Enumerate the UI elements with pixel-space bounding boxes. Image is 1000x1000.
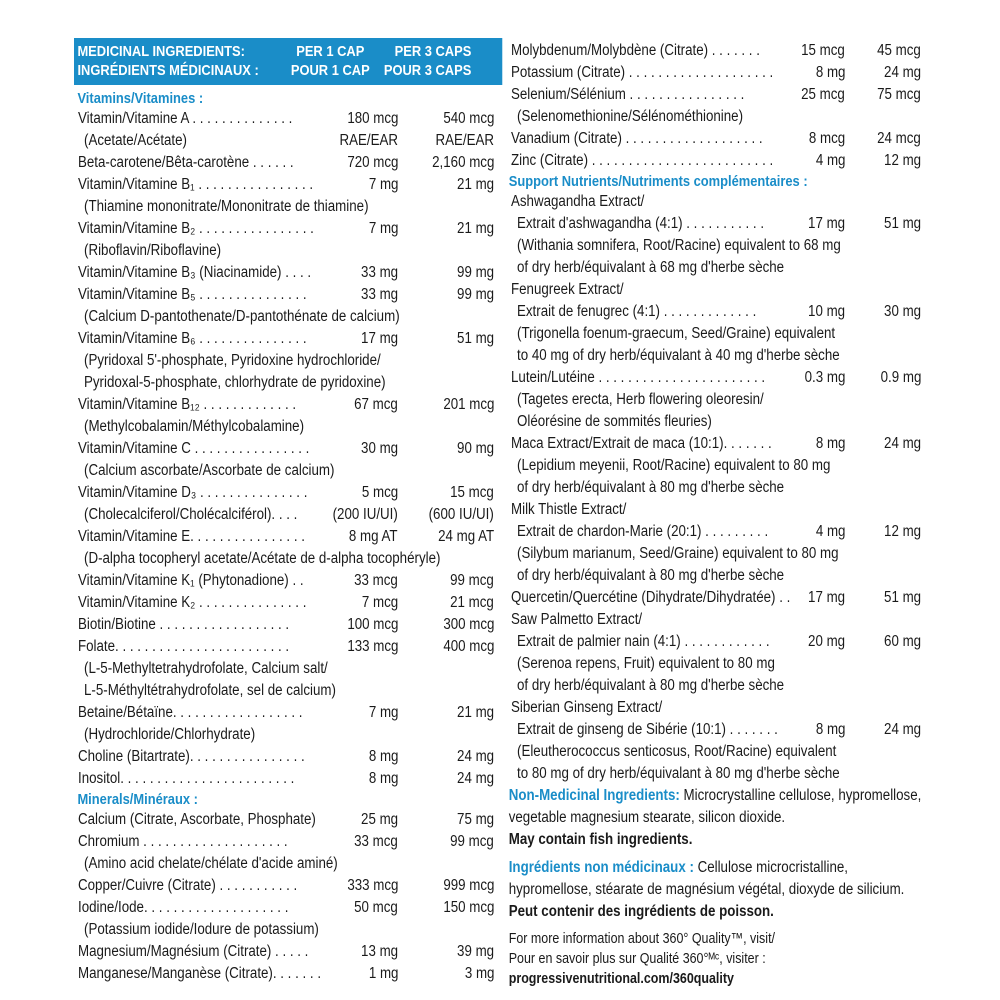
amount-per-3-caps: 24 mcg xyxy=(877,130,921,147)
ingredient-row xyxy=(74,724,498,746)
ingredient-row xyxy=(74,919,498,941)
ingredient-row xyxy=(507,719,925,741)
ingredient-row xyxy=(74,306,498,328)
ingredient-row xyxy=(507,499,925,521)
ingredient-name: Vitamin/Vitamine C . . . . . . . . . . . . . . . . xyxy=(78,440,310,457)
amount-per-1-cap: 7 mcg xyxy=(361,594,398,611)
ingredient-name: (Cholecalciferol/Cholécalciférol). . . . xyxy=(84,506,298,523)
ingredient-name: Ashwagandha Extract/ xyxy=(511,193,645,210)
amount-per-1-cap: 1 mg xyxy=(368,965,398,982)
ingredient-row xyxy=(507,697,925,719)
amount-per-3-caps: 12 mg xyxy=(883,152,921,169)
ingredient-row xyxy=(507,741,925,763)
amount-per-1-cap: 25 mcg xyxy=(801,86,845,103)
ingredient-name: (Thiamine mononitrate/Mononitrate de thiamine) xyxy=(84,198,369,215)
ingredient-name: (L-5-Methyltetrahydrofolate, Calcium salt/ xyxy=(84,660,328,677)
ingredient-row xyxy=(74,438,498,460)
amount-per-1-cap: 8 mg xyxy=(815,435,845,452)
amount-per-1-cap: 0.3 mg xyxy=(804,369,845,386)
ingredient-row xyxy=(507,323,925,345)
header-per-3-caps-fr: POUR 3 CAPS xyxy=(383,62,472,79)
ingredient-name: Lutein/Lutéine . . . . . . . . . . . . . . . . . . . . . . . xyxy=(511,369,766,386)
amount-per-3-caps: 24 mg xyxy=(456,748,494,765)
amount-per-1-cap: 67 mcg xyxy=(354,396,398,413)
amount-per-3-caps: (600 IU/UI) xyxy=(428,506,494,523)
amount-per-3-caps: 75 mg xyxy=(456,811,494,828)
header-label-fr: INGRÉDIENTS MÉDICINAUX : xyxy=(77,62,259,79)
ingredient-row xyxy=(507,609,925,631)
non-medicinal-fr xyxy=(507,857,930,923)
ingredient-row xyxy=(74,130,498,152)
ingredient-row xyxy=(507,631,925,653)
ingredient-row xyxy=(507,587,925,609)
amount-per-3-caps: 150 mcg xyxy=(442,899,494,916)
ingredient-row xyxy=(74,526,498,548)
medicinal-ingredients-header xyxy=(74,38,502,85)
ingredient-row xyxy=(507,213,925,235)
ingredient-row xyxy=(74,702,498,724)
amount-per-3-caps: 60 mg xyxy=(883,633,921,650)
amount-per-1-cap: 8 mg xyxy=(815,721,845,738)
header-per-1-cap-en: PER 1 CAP xyxy=(296,43,365,60)
amount-per-1-cap: 180 mcg xyxy=(346,110,398,127)
non-medicinal-en xyxy=(507,785,930,851)
ingredient-name: (Methylcobalamin/Méthylcobalamine) xyxy=(84,418,305,435)
amount-per-1-cap: 133 mcg xyxy=(346,638,398,655)
amount-per-1-cap: 8 mg xyxy=(368,748,398,765)
ingredient-name: Chromium . . . . . . . . . . . . . . . . . . . . xyxy=(78,833,288,850)
ingredient-name: (Pyridoxal 5'-phosphate, Pyridoxine hydrochloride/ xyxy=(84,352,381,369)
ingredient-name: Copper/Cuivre (Citrate) . . . . . . . . . . . xyxy=(78,877,298,894)
ingredient-name: Vitamin/Vitamine D₃ . . . . . . . . . . . . . . . xyxy=(78,484,308,501)
quality-url-link[interactable]: progressivenutritional.com/360quality xyxy=(508,971,734,987)
ingredient-row xyxy=(507,345,925,367)
ingredient-row xyxy=(74,592,498,614)
amount-per-3-caps: 45 mcg xyxy=(877,42,921,59)
ingredient-name: (Acetate/Acétate) xyxy=(84,132,187,149)
ingredient-row xyxy=(507,433,925,455)
ingredient-name: Betaine/Bétaïne. . . . . . . . . . . . . . . . . . xyxy=(78,704,303,721)
ingredient-name: Calcium (Citrate, Ascorbate, Phosphate) xyxy=(78,811,316,828)
ingredient-name: (Tagetes erecta, Herb flowering oleoresin/ xyxy=(517,391,764,408)
minerals-list xyxy=(74,809,498,985)
ingredient-row xyxy=(74,240,498,262)
ingredient-name: Siberian Ginseng Extract/ xyxy=(511,699,663,716)
ingredient-row xyxy=(74,482,498,504)
amount-per-3-caps: 21 mcg xyxy=(450,594,494,611)
amount-per-3-caps: 21 mg xyxy=(456,220,494,237)
ingredient-name: (Trigonella foenum-graecum, Seed/Graine) equivalent xyxy=(517,325,836,342)
ingredient-row xyxy=(507,543,925,565)
amount-per-1-cap: 33 mcg xyxy=(354,833,398,850)
ingredient-name: Extrait de fenugrec (4:1) . . . . . . . . . . . . . xyxy=(517,303,757,320)
amount-per-3-caps: 90 mg xyxy=(456,440,494,457)
amount-per-3-caps: 12 mg xyxy=(883,523,921,540)
ingredient-name: Vanadium (Citrate) . . . . . . . . . . . . . . . . . . . xyxy=(511,130,763,147)
ingredient-row xyxy=(74,746,498,768)
amount-per-1-cap: 17 mg xyxy=(807,215,845,232)
ingredient-row xyxy=(74,809,498,831)
ingredient-row xyxy=(74,284,498,306)
ingredient-name: of dry herb/équivalant à 68 mg d'herbe sèche xyxy=(517,259,785,276)
amount-per-3-caps: 39 mg xyxy=(456,943,494,960)
ingredient-row xyxy=(507,389,925,411)
ingredient-row xyxy=(507,128,925,150)
amount-per-1-cap: 20 mg xyxy=(807,633,845,650)
ingredient-name: Beta-carotene/Bêta-carotène . . . . . . xyxy=(78,154,294,171)
ingredient-name: Molybdenum/Molybdène (Citrate) . . . . . . . xyxy=(511,42,760,59)
header-per-3-caps-en: PER 3 CAPS xyxy=(394,43,472,60)
ingredient-name: Fenugreek Extract/ xyxy=(511,281,624,298)
ingredient-name: Manganese/Manganèse (Citrate). . . . . . . xyxy=(78,965,322,982)
ingredient-row xyxy=(74,196,498,218)
amount-per-3-caps: 99 mg xyxy=(456,286,494,303)
amount-per-1-cap: 30 mg xyxy=(360,440,398,457)
amount-per-1-cap: 7 mg xyxy=(368,176,398,193)
ingredient-row xyxy=(507,653,925,675)
ingredient-row xyxy=(507,477,925,499)
amount-per-3-caps: 75 mcg xyxy=(877,86,921,103)
ingredient-row xyxy=(507,301,925,323)
amount-per-3-caps: 300 mcg xyxy=(442,616,494,633)
ingredient-name: Zinc (Citrate) . . . . . . . . . . . . . . . . . . . . . . . . . xyxy=(511,152,774,169)
ingredient-name: (Amino acid chelate/chélate d'acide aminé) xyxy=(84,855,338,872)
amount-per-1-cap: 15 mcg xyxy=(801,42,845,59)
amount-per-1-cap: 7 mg xyxy=(368,220,398,237)
ingredient-name: Vitamin/Vitamine B₂ . . . . . . . . . . . . . . . . xyxy=(78,220,314,237)
amount-per-1-cap: 333 mcg xyxy=(346,877,398,894)
ingredient-row xyxy=(74,614,498,636)
ingredient-name: (Withania somnifera, Root/Racine) equivalent to 68 mg xyxy=(517,237,841,254)
right-column xyxy=(507,38,925,989)
ingredient-name: Extrait d'ashwagandha (4:1) . . . . . . . . . . . xyxy=(517,215,765,232)
ingredient-name: Vitamin/Vitamine K₂ . . . . . . . . . . . . . . . xyxy=(78,594,307,611)
ingredient-name: (Potassium iodide/Iodure de potassium) xyxy=(84,921,319,938)
ingredient-row xyxy=(74,548,498,570)
amount-per-1-cap: 100 mcg xyxy=(346,616,398,633)
amount-per-3-caps: RAE/EAR xyxy=(435,132,494,149)
non-medicinal-label-fr: Ingrédients non médicinaux : xyxy=(508,859,694,876)
amount-per-3-caps: 30 mg xyxy=(883,303,921,320)
ingredient-name: to 80 mg of dry herb/équivalant à 80 mg d'herbe sèche xyxy=(517,765,840,782)
amount-per-3-caps: 400 mcg xyxy=(442,638,494,655)
amount-per-3-caps: 15 mcg xyxy=(450,484,494,501)
amount-per-1-cap: 4 mg xyxy=(815,152,845,169)
ingredient-name: Folate. . . . . . . . . . . . . . . . . . . . . . . . xyxy=(78,638,290,655)
amount-per-1-cap: 10 mg xyxy=(807,303,845,320)
quality-info-fr: Pour en savoir plus sur Qualité 360°ᴹᶜ, visiter : xyxy=(508,951,766,967)
ingredient-name: Quercetin/Quercétine (Dihydrate/Dihydratée) . . xyxy=(511,589,791,606)
ingredient-row xyxy=(74,853,498,875)
amount-per-1-cap: 8 mg AT xyxy=(349,528,398,545)
amount-per-3-caps: 24 mg AT xyxy=(437,528,494,545)
ingredient-name: Biotin/Biotine . . . . . . . . . . . . . . . . . . xyxy=(78,616,290,633)
amount-per-1-cap: 50 mcg xyxy=(354,899,398,916)
header-per-1-cap-fr: POUR 1 CAP xyxy=(290,62,370,79)
amount-per-3-caps: 540 mcg xyxy=(442,110,494,127)
amount-per-1-cap: 720 mcg xyxy=(346,154,398,171)
ingredient-name: (D-alpha tocopheryl acetate/Acétate de d-alpha tocophéryle) xyxy=(84,550,441,567)
minerals-heading: Minerals/Minéraux : xyxy=(77,791,198,808)
amount-per-3-caps: 24 mg xyxy=(456,770,494,787)
amount-per-3-caps: 99 mcg xyxy=(450,833,494,850)
ingredient-row xyxy=(507,521,925,543)
amount-per-3-caps: 21 mg xyxy=(456,704,494,721)
amount-per-3-caps: 999 mcg xyxy=(442,877,494,894)
ingredient-row xyxy=(507,455,925,477)
ingredient-name: (Selenomethionine/Sélénométhionine) xyxy=(517,108,744,125)
ingredient-row xyxy=(74,460,498,482)
ingredient-name: of dry herb/équivalant à 80 mg d'herbe sèche xyxy=(517,567,785,584)
amount-per-3-caps: 51 mg xyxy=(883,215,921,232)
ingredient-row xyxy=(507,84,925,106)
amount-per-1-cap: 33 mg xyxy=(360,264,398,281)
quality-info xyxy=(507,929,930,989)
vitamins-heading: Vitamins/Vitamines : xyxy=(77,90,204,107)
ingredient-name: Extrait de ginseng de Sibérie (10:1) . . . . . . . xyxy=(517,721,778,738)
ingredient-name: (Silybum marianum, Seed/Graine) equivalent to 80 mg xyxy=(517,545,839,562)
amount-per-1-cap: 8 mg xyxy=(815,64,845,81)
amount-per-1-cap: 5 mcg xyxy=(361,484,398,501)
amount-per-3-caps: 21 mg xyxy=(456,176,494,193)
ingredient-row xyxy=(74,897,498,919)
ingredient-row xyxy=(74,680,498,702)
amount-per-1-cap: (200 IU/UI) xyxy=(332,506,398,523)
ingredient-name: Vitamin/Vitamine B₃ (Niacinamide) . . . . xyxy=(78,264,312,281)
ingredient-name: Vitamin/Vitamine A . . . . . . . . . . . . . . xyxy=(78,110,293,127)
support-nutrients-heading: Support Nutrients/Nutriments complémentaires : xyxy=(508,173,808,190)
ingredient-row xyxy=(507,367,925,389)
ingredient-row xyxy=(74,963,498,985)
amount-per-1-cap: 33 mg xyxy=(360,286,398,303)
allergen-warning-en: May contain fish ingredients. xyxy=(508,831,693,848)
ingredient-row xyxy=(507,191,925,213)
ingredient-row xyxy=(74,394,498,416)
ingredient-name: Extrait de palmier nain (4:1) . . . . . . . . . . . . xyxy=(517,633,770,650)
amount-per-1-cap: 33 mcg xyxy=(354,572,398,589)
ingredient-name: L-5-Méthyltétrahydrofolate, sel de calcium) xyxy=(84,682,336,699)
amount-per-3-caps: 2,160 mcg xyxy=(431,154,494,171)
ingredient-name: (Riboflavin/Riboflavine) xyxy=(84,242,222,259)
ingredient-row xyxy=(507,106,925,128)
ingredient-name: (Calcium ascorbate/Ascorbate de calcium) xyxy=(84,462,335,479)
ingredient-name: (Serenoa repens, Fruit) equivalent to 80 mg xyxy=(517,655,775,672)
amount-per-1-cap: 17 mg xyxy=(360,330,398,347)
ingredient-row xyxy=(74,831,498,853)
ingredient-name: Oléorésine de sommités fleuries) xyxy=(517,413,712,430)
amount-per-3-caps: 99 mg xyxy=(456,264,494,281)
ingredient-row xyxy=(74,262,498,284)
ingredient-row xyxy=(74,108,498,130)
ingredient-row xyxy=(74,350,498,372)
ingredient-name: Vitamin/Vitamine B₅ . . . . . . . . . . . . . . . xyxy=(78,286,307,303)
ingredient-name: of dry herb/équivalant à 80 mg d'herbe sèche xyxy=(517,677,785,694)
ingredient-name: (Hydrochloride/Chlorhydrate) xyxy=(84,726,256,743)
ingredient-name: Inositol. . . . . . . . . . . . . . . . . . . . . . . . xyxy=(78,770,295,787)
amount-per-3-caps: 99 mcg xyxy=(450,572,494,589)
amount-per-3-caps: 0.9 mg xyxy=(880,369,921,386)
ingredient-name: Vitamin/Vitamine B₁ . . . . . . . . . . . . . . . . xyxy=(78,176,314,193)
support-nutrients-list xyxy=(507,191,925,785)
quality-info-en: For more information about 360° Quality™, visit/ xyxy=(508,931,775,947)
ingredient-name: Vitamin/Vitamine E. . . . . . . . . . . . . . . . xyxy=(78,528,305,545)
ingredient-row xyxy=(74,570,498,592)
ingredient-row xyxy=(74,768,498,790)
ingredient-name: (Calcium D-pantothenate/D-pantothénate de calcium) xyxy=(84,308,400,325)
ingredient-row xyxy=(74,504,498,526)
ingredient-name: Milk Thistle Extract/ xyxy=(511,501,627,518)
amount-per-1-cap: RAE/EAR xyxy=(339,132,398,149)
amount-per-3-caps: 24 mg xyxy=(883,435,921,452)
amount-per-3-caps: 24 mg xyxy=(883,721,921,738)
ingredient-row xyxy=(507,150,925,172)
amount-per-1-cap: 8 mcg xyxy=(808,130,845,147)
ingredient-row xyxy=(507,40,925,62)
allergen-warning-fr: Peut contenir des ingrédients de poisson. xyxy=(508,903,774,920)
ingredient-name: Vitamin/Vitamine K₁ (Phytonadione) . . xyxy=(78,572,304,589)
ingredient-name: Magnesium/Magnésium (Citrate) . . . . . xyxy=(78,943,309,960)
ingredient-row xyxy=(74,152,498,174)
amount-per-3-caps: 51 mg xyxy=(883,589,921,606)
ingredient-name: Vitamin/Vitamine B₆ . . . . . . . . . . . . . . . xyxy=(78,330,307,347)
ingredient-row xyxy=(74,941,498,963)
non-medicinal-text-fr: Cellulose microcristalline, hypromellose, stéarate de magnésium végétal, dioxyde de silicium. xyxy=(508,859,905,898)
ingredient-row xyxy=(74,875,498,897)
ingredient-row xyxy=(507,411,925,433)
amount-per-1-cap: 7 mg xyxy=(368,704,398,721)
ingredient-row xyxy=(507,279,925,301)
ingredient-row xyxy=(507,763,925,785)
amount-per-1-cap: 25 mg xyxy=(360,811,398,828)
ingredient-row xyxy=(74,416,498,438)
ingredient-row xyxy=(74,658,498,680)
ingredient-row xyxy=(74,636,498,658)
header-label-en: MEDICINAL INGREDIENTS: xyxy=(77,43,245,60)
ingredient-name: to 40 mg of dry herb/équivalant à 40 mg d'herbe sèche xyxy=(517,347,840,364)
ingredient-name: (Lepidium meyenii, Root/Racine) equivalent to 80 mg xyxy=(517,457,831,474)
ingredient-name: of dry herb/équivalant à 80 mg d'herbe sèche xyxy=(517,479,785,496)
ingredient-row xyxy=(507,62,925,84)
vitamins-list xyxy=(74,108,498,790)
ingredient-row xyxy=(74,372,498,394)
ingredient-name: Saw Palmetto Extract/ xyxy=(511,611,643,628)
amount-per-3-caps: 3 mg xyxy=(464,965,494,982)
left-column xyxy=(74,38,498,985)
minerals-list-continued xyxy=(507,40,925,172)
ingredient-name: Choline (Bitartrate). . . . . . . . . . . . . . . . xyxy=(78,748,305,765)
ingredient-row xyxy=(507,565,925,587)
ingredient-row xyxy=(74,328,498,350)
ingredient-row xyxy=(507,675,925,697)
amount-per-1-cap: 4 mg xyxy=(815,523,845,540)
amount-per-1-cap: 17 mg xyxy=(807,589,845,606)
amount-per-3-caps: 24 mg xyxy=(883,64,921,81)
ingredient-row xyxy=(74,218,498,240)
ingredient-name: Extrait de chardon-Marie (20:1) . . . . . . . . . xyxy=(517,523,769,540)
amount-per-3-caps: 201 mcg xyxy=(442,396,494,413)
amount-per-3-caps: 51 mg xyxy=(456,330,494,347)
ingredient-name: (Eleutherococcus senticosus, Root/Racine) equivalent xyxy=(517,743,837,760)
ingredient-name: Iodine/Iode. . . . . . . . . . . . . . . . . . . . xyxy=(78,899,289,916)
ingredient-name: Pyridoxal-5-phosphate, chlorhydrate de pyridoxine) xyxy=(84,374,386,391)
amount-per-1-cap: 13 mg xyxy=(360,943,398,960)
ingredient-name: Maca Extract/Extrait de maca (10:1). . . . . . . xyxy=(511,435,772,452)
ingredient-name: Selenium/Sélénium . . . . . . . . . . . . . . . . xyxy=(511,86,745,103)
non-medicinal-text-en: Microcrystalline cellulose, hypromellose, vegetable magnesium stearate, silicon dioxide. xyxy=(508,787,922,826)
ingredient-name: Potassium (Citrate) . . . . . . . . . . . . . . . . . . . . xyxy=(511,64,774,81)
ingredient-row xyxy=(507,235,925,257)
non-medicinal-label-en: Non-Medicinal Ingredients: xyxy=(508,787,680,804)
ingredient-name: Vitamin/Vitamine B₁₂ . . . . . . . . . . . . . xyxy=(78,396,297,413)
amount-per-1-cap: 8 mg xyxy=(368,770,398,787)
ingredient-row xyxy=(507,257,925,279)
ingredient-row xyxy=(74,174,498,196)
